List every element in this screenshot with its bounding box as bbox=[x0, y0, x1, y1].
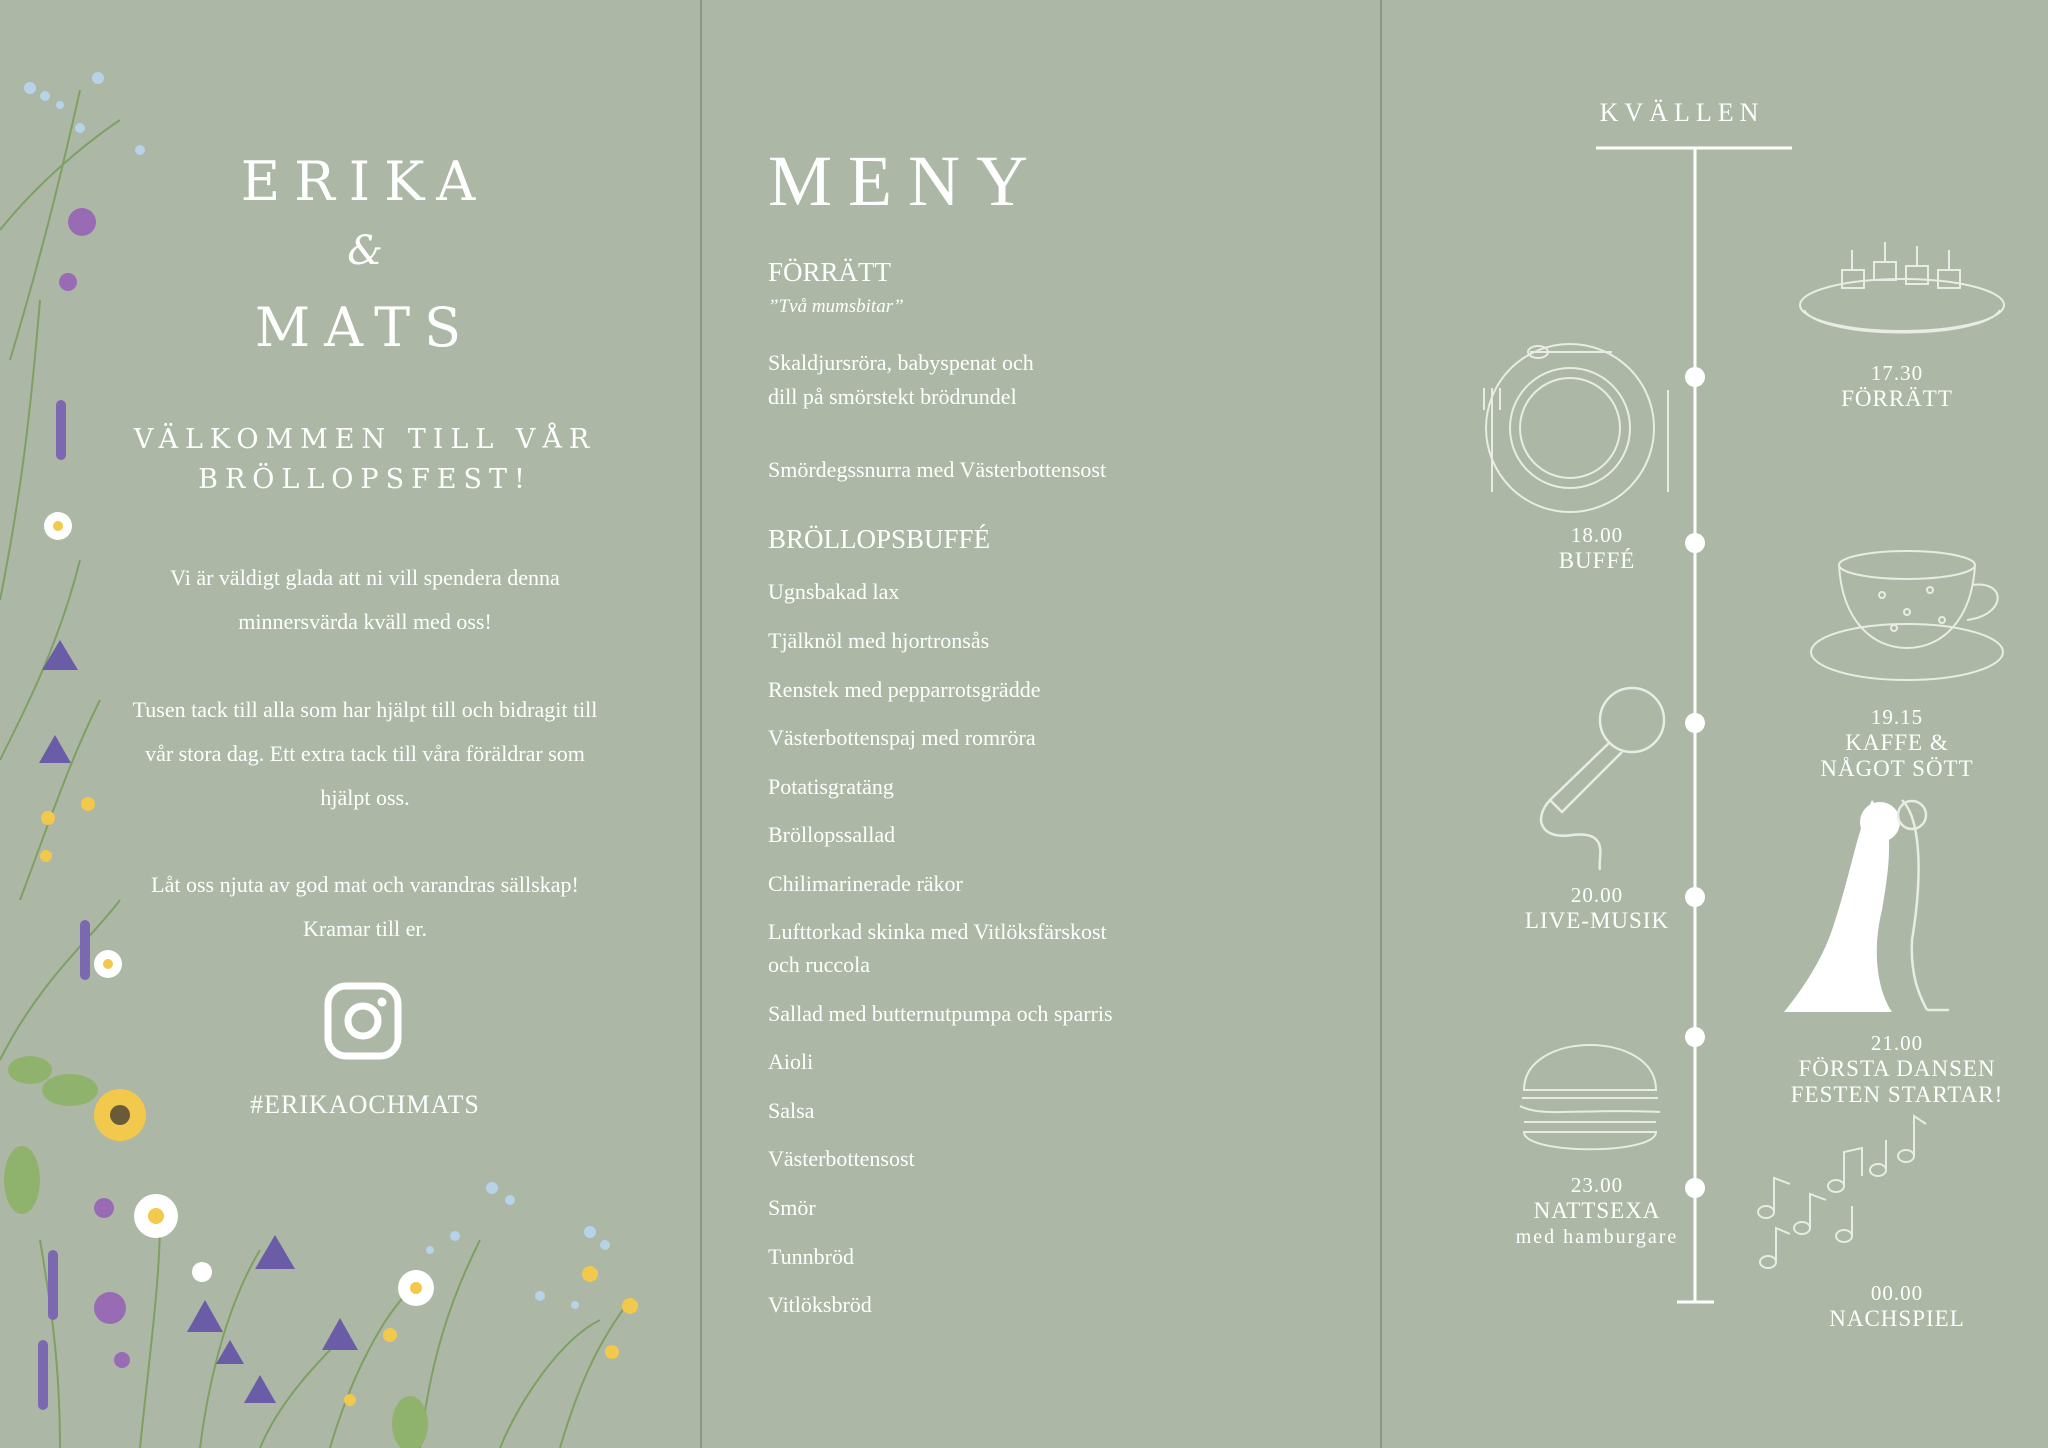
timeline-dot bbox=[1685, 367, 1705, 387]
starter-heading: FÖRRÄTT bbox=[768, 257, 892, 287]
buffet-item: Smör bbox=[768, 1195, 816, 1220]
buffet-heading: BRÖLLOPSBUFFÉ bbox=[768, 524, 991, 554]
buffet-item: Potatisgratäng bbox=[768, 774, 894, 799]
event-time: 17.30 bbox=[1870, 361, 1924, 385]
event-label: FÖRSTA DANSEN bbox=[1798, 1056, 1996, 1081]
welcome-paragraph-1: Vi är väldigt glada att ni vill spendera denna minnersvärda kväll med oss! bbox=[170, 565, 560, 634]
event-time: 20.00 bbox=[1570, 883, 1624, 907]
buffet-item: Tunnbröd bbox=[768, 1244, 854, 1269]
groom-name: MATS bbox=[254, 296, 476, 359]
buffet-item: Vitlöksbröd bbox=[768, 1292, 872, 1317]
event-forratt bbox=[1762, 360, 2032, 412]
buffet-item: Salsa bbox=[768, 1098, 815, 1123]
event-time: 19.15 bbox=[1870, 705, 1924, 729]
event-label: LIVE-MUSIK bbox=[1524, 908, 1670, 933]
event-label: NACHSPIEL bbox=[1829, 1306, 1965, 1331]
starter-item: Skaldjursröra, babyspenat och bbox=[768, 350, 1034, 375]
welcome-paragraph-3: Låt oss njuta av god mat och varandras sällskap! Kramar till er. bbox=[151, 872, 579, 941]
event-label: FÖRRÄTT bbox=[1841, 386, 1953, 411]
event-kaffe bbox=[1762, 704, 2032, 782]
buffet-item: Lufttorkad skinka med Vitlöksfärskost bbox=[768, 919, 1107, 944]
menu-title: MENY bbox=[768, 141, 1044, 221]
starter-subtitle: ”Två mumsbitar” bbox=[768, 296, 904, 317]
starter-item: dill på smörstekt brödrundel bbox=[768, 384, 1017, 409]
buffet-item: Sallad med butternutpumpa och sparris bbox=[768, 1001, 1113, 1026]
event-label: KAFFE & bbox=[1845, 730, 1949, 755]
evening-title: KVÄLLEN bbox=[1599, 98, 1765, 127]
event-time: 21.00 bbox=[1870, 1031, 1924, 1055]
dancing-couple-icon bbox=[1784, 800, 1949, 1012]
event-label: NATTSEXA bbox=[1533, 1198, 1661, 1223]
event-label-2: NÅGOT SÖTT bbox=[1820, 756, 1974, 781]
event-sub: med hamburgare bbox=[1515, 1226, 1679, 1248]
event-label-2: FESTEN STARTAR! bbox=[1790, 1082, 2004, 1107]
buffet-item: Chilimarinerade räkor bbox=[768, 871, 963, 896]
buffet-item: Renstek med pepparrotsgrädde bbox=[768, 677, 1041, 702]
welcome-heading-line2: BRÖLLOPSFEST! bbox=[198, 464, 532, 495]
teacup-icon bbox=[1811, 551, 2003, 680]
music-notes-icon bbox=[1758, 1116, 1926, 1268]
buffet-item: och ruccola bbox=[768, 952, 870, 977]
canape-bowl-icon bbox=[1800, 242, 2004, 333]
event-nachspiel bbox=[1762, 1280, 2032, 1332]
event-time: 23.00 bbox=[1570, 1173, 1624, 1197]
timeline-dot bbox=[1685, 1027, 1705, 1047]
timeline-dot bbox=[1685, 713, 1705, 733]
evening-panel bbox=[1382, 0, 2048, 1448]
starter-item: Smördegssnurra med Västerbottensost bbox=[768, 457, 1107, 482]
buffet-item: Tjälknöl med hjortronsås bbox=[768, 628, 990, 653]
buffet-item: Västerbottensost bbox=[768, 1146, 915, 1171]
ampersand: & bbox=[347, 228, 383, 274]
welcome-heading-line1: VÄLKOMMEN TILL VÅR bbox=[133, 424, 597, 455]
buffet-item: Aioli bbox=[768, 1049, 814, 1074]
menu-panel bbox=[702, 0, 1380, 1448]
hamburger-icon bbox=[1520, 1045, 1660, 1149]
event-time: 18.00 bbox=[1570, 523, 1624, 547]
event-live-musik bbox=[1482, 882, 1712, 934]
event-buffe bbox=[1482, 522, 1712, 574]
buffet-item: Västerbottenspaj med romröra bbox=[768, 725, 1036, 750]
bride-name: ERIKA bbox=[240, 150, 490, 213]
event-time: 00.00 bbox=[1870, 1281, 1924, 1305]
welcome-panel bbox=[0, 0, 700, 1448]
event-label: BUFFÉ bbox=[1558, 548, 1636, 573]
event-forsta-dansen bbox=[1712, 1030, 2048, 1108]
place-setting-icon bbox=[1484, 344, 1668, 512]
buffet-item: Ugnsbakad lax bbox=[768, 579, 900, 604]
welcome-paragraph-2: Tusen tack till alla som har hjälpt till och bidragit till vår stora dag. Ett extra tack till våra föräldrar som hjälpt oss. bbox=[132, 697, 598, 810]
hashtag: #ERIKAOCHMATS bbox=[250, 1090, 480, 1119]
event-nattsexa bbox=[1462, 1172, 1732, 1250]
buffet-item: Bröllopssallad bbox=[768, 822, 896, 847]
instagram-icon bbox=[324, 982, 402, 1060]
microphone-icon bbox=[1541, 688, 1664, 870]
